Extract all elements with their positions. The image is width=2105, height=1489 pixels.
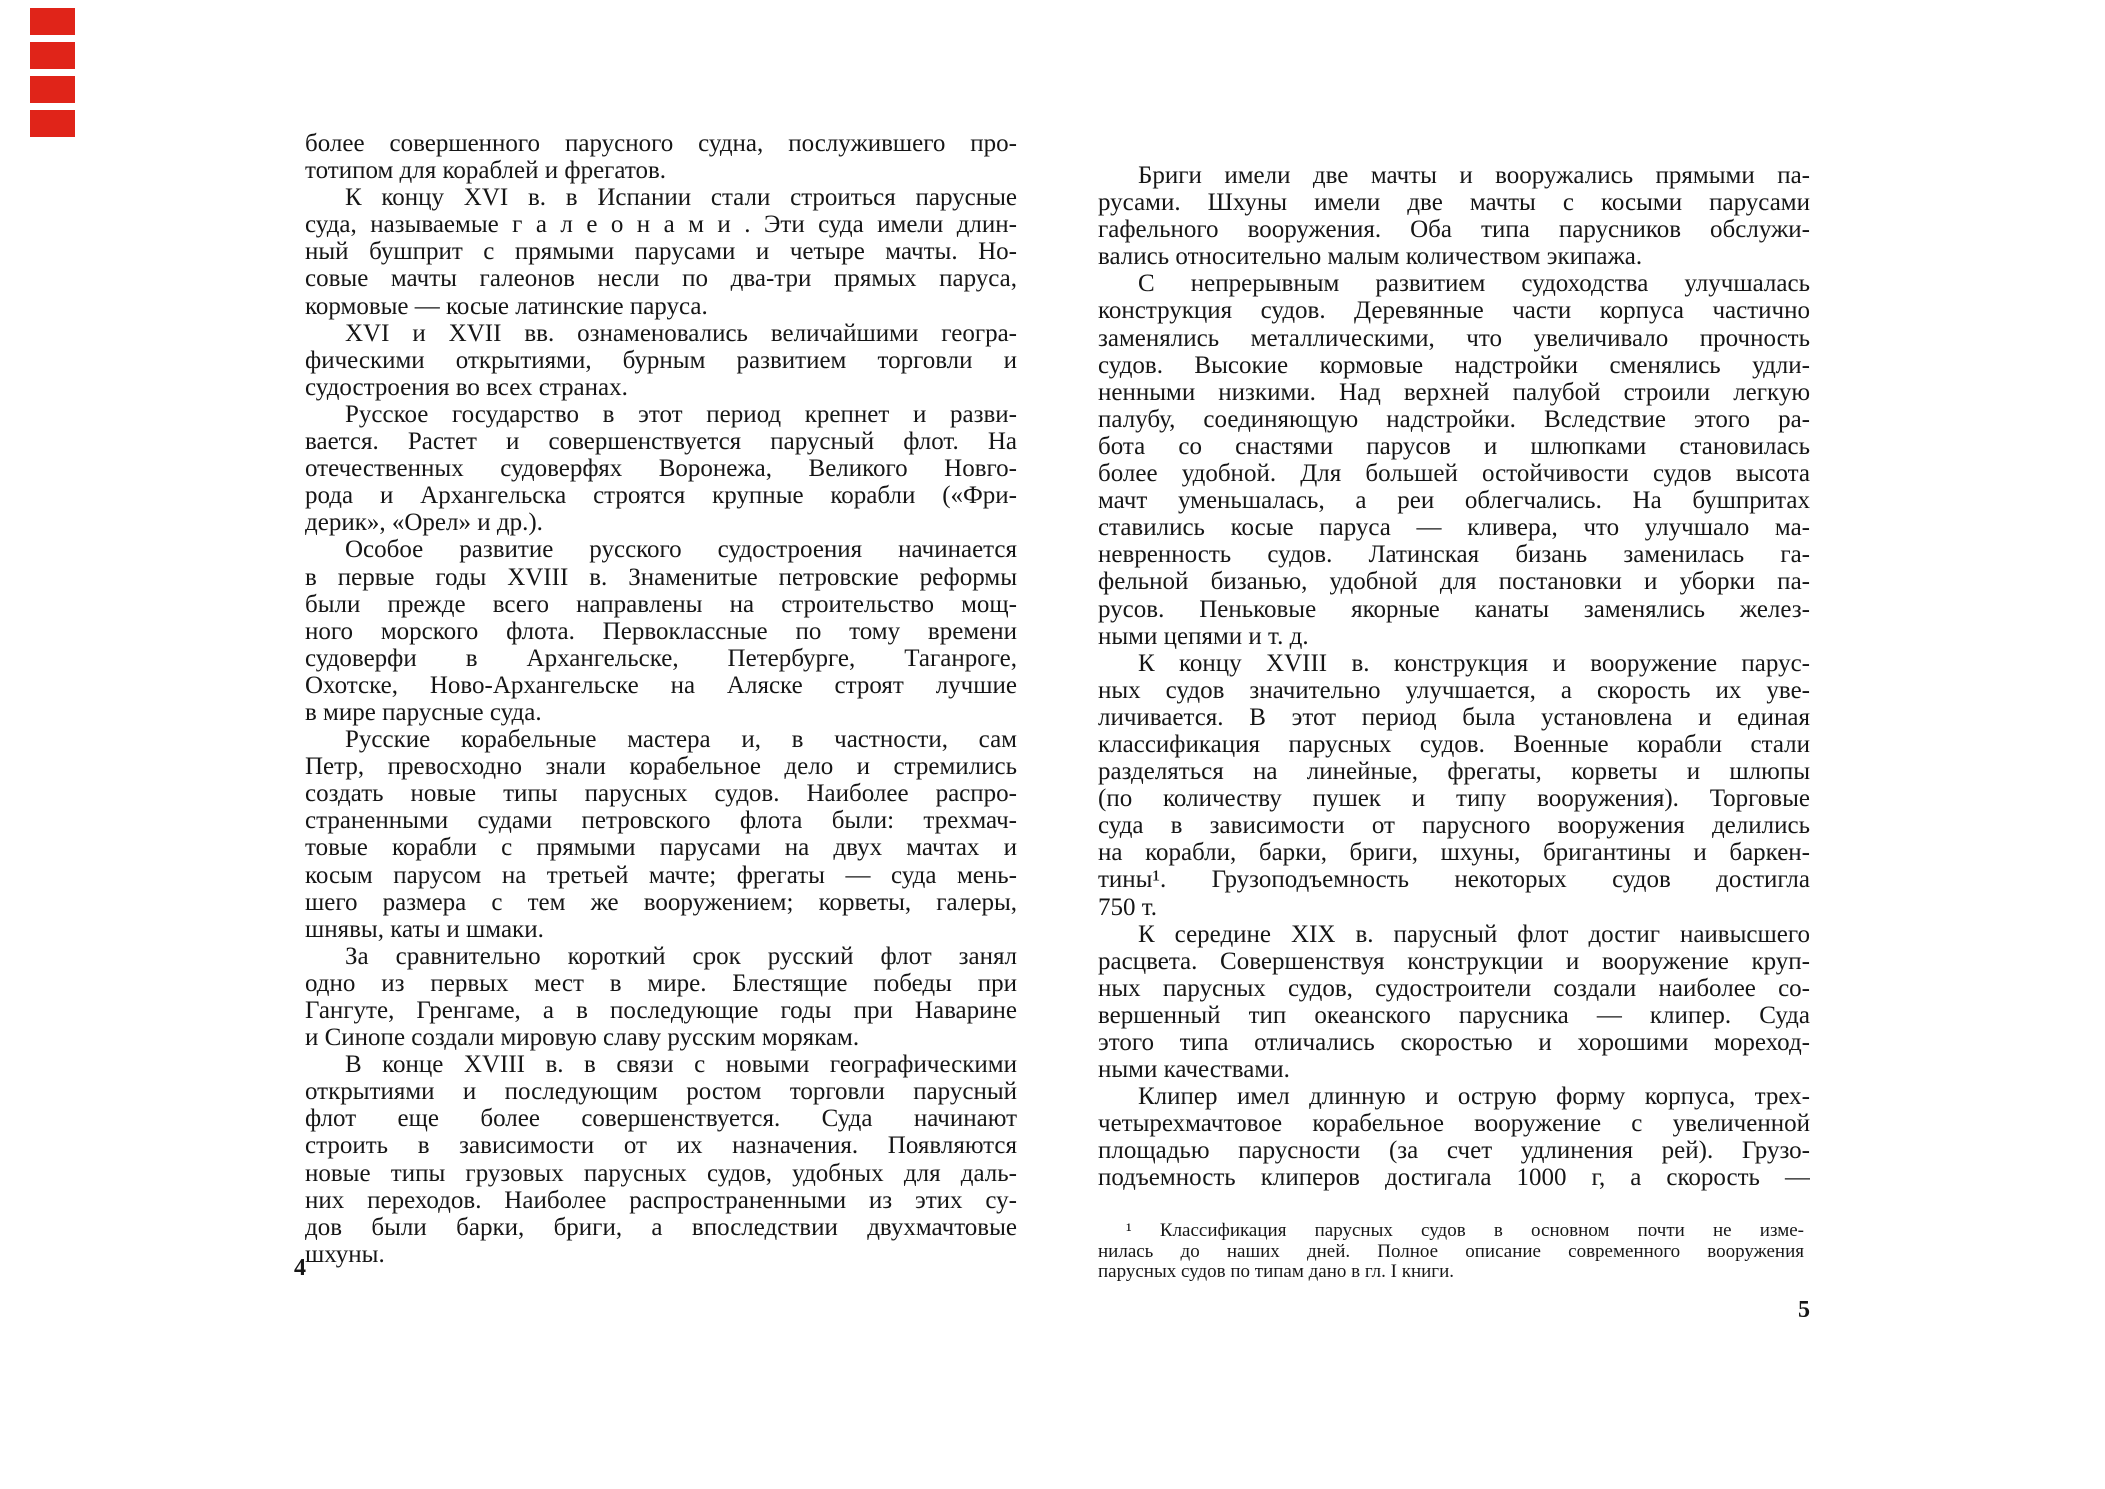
text-line: За сравнительно короткий срок русский флот занял: [345, 942, 1017, 970]
text-line: подъемность клиперов достигала 1000 г, а скорость —: [1098, 1164, 1810, 1192]
right-page-number: 5: [1798, 1297, 1810, 1323]
left-page-text-column: [305, 130, 1017, 1268]
text-line: ставились косые паруса — кливера, что улучшало ма-: [1098, 514, 1810, 542]
text-line: на корабли, барки, бриги, шхуны, бригантины и баркен-: [1098, 839, 1810, 867]
text-line: шнявы, каты и шмаки.: [305, 915, 544, 943]
text-line: ными цепями и т. д.: [1098, 622, 1309, 650]
text-line: флот еще более совершенствуется. Суда начинают: [305, 1105, 1017, 1133]
text-line: XVI и XVII вв. ознаменовались величайшими геогра-: [345, 319, 1017, 347]
text-line: вершенный тип океанского парусника — клипер. Суда: [1098, 1001, 1810, 1029]
text-line: парусных судов по типам дано в гл. I книги.: [1098, 1262, 1455, 1283]
text-line: более удобной. Для большей остойчивости судов высота: [1098, 460, 1810, 488]
text-line: невренность судов. Латинская бизань заменилась га-: [1098, 541, 1810, 569]
text-line: вается. Растет и совершенствуется парусный флот. На: [305, 428, 1017, 456]
text-line: суда в зависимости от парусного вооружения делились: [1098, 812, 1810, 840]
text-line: суда, называемые г а л е о н а м и . Эти суда имели длин-: [305, 211, 1017, 239]
text-line: и Синопе создали мировую славу русским морякам.: [305, 1024, 860, 1052]
text-line: конструкция судов. Деревянные части корпуса частично: [1098, 297, 1810, 325]
text-line: Русское государство в этот период крепнет и разви-: [345, 400, 1017, 428]
text-line: ного морского флота. Первоклассные по тому времени: [305, 617, 1017, 645]
text-line: ¹ Классификация парусных судов в основном почти не изме-: [1126, 1221, 1804, 1241]
text-line: дов были барки, бриги, а впоследствии двухмачтовые: [305, 1213, 1017, 1241]
text-line: кормовые — косые латинские паруса.: [305, 292, 708, 320]
text-line: судостроения во всех странах.: [305, 373, 628, 401]
text-line: открытиями и последующим ростом торговли парусный: [305, 1078, 1017, 1106]
text-line: шего размера с тем же вооружением; корветы, галеры,: [305, 888, 1017, 916]
text-line: более совершенного парусного судна, послужившего про-: [305, 130, 1017, 157]
text-line: тотипом для кораблей и фрегатов.: [305, 157, 667, 185]
text-line: шхуны.: [305, 1240, 385, 1268]
red-scan-mark: [30, 76, 75, 103]
text-line: ными качествами.: [1098, 1056, 1290, 1084]
red-scan-mark: [30, 110, 75, 137]
text-line: судов. Высокие кормовые надстройки сменялись удли-: [1098, 351, 1810, 379]
text-line: Русские корабельные мастера и, в частности, сам: [345, 726, 1017, 754]
text-line: мачт уменьшалась, а реи облегчались. На бушпритах: [1098, 487, 1810, 515]
text-line: нилась до наших дней. Полное описание современного вооружения: [1098, 1241, 1804, 1262]
text-line: фельной бизанью, удобной для постановки и уборки па-: [1098, 568, 1810, 596]
text-line: Гангуте, Гренгаме, а в последующие годы при Наварине: [305, 997, 1017, 1024]
text-line: строить в зависимости от их назначения. Появляются: [305, 1132, 1017, 1160]
text-line: четырехмачтовое корабельное вооружение с увеличенной: [1098, 1110, 1810, 1138]
text-line: ненными низкими. Над верхней палубой строили легкую: [1098, 378, 1810, 406]
text-line: Особое развитие русского судостроения начинается: [345, 536, 1017, 564]
text-line: палубу, соединяющую надстройки. Вследствие этого ра-: [1098, 405, 1810, 433]
footnote: [1098, 1221, 1804, 1283]
text-line: новые типы грузовых парусных судов, удобных для даль-: [305, 1159, 1017, 1187]
text-line: К концу XVIII в. конструкция и вооружение парус-: [1138, 649, 1810, 677]
text-line: (по количеству пушек и типу вооружения). Торговые: [1098, 785, 1810, 813]
scan-edge-marks: [30, 8, 75, 137]
text-line: Петр, превосходно знали корабельное дело и стремились: [305, 753, 1017, 781]
text-line: ный бушприт с прямыми парусами и четыре мачты. Но-: [305, 238, 1017, 266]
text-line: бота со снастями парусов и шлюпками становилась: [1098, 432, 1810, 460]
text-line: русами. Шхуны имели две мачты с косыми парусами: [1098, 189, 1810, 217]
red-scan-mark: [30, 42, 75, 69]
text-line: Бриги имели две мачты и вооружались прямыми па-: [1138, 162, 1810, 189]
text-line: В конце XVIII в. в связи с новыми географическими: [345, 1051, 1017, 1079]
text-line: Охотске, Ново-Архангельске на Аляске строят лучшие: [305, 671, 1017, 699]
text-line: страненными судами петровского флота были: трехмач-: [305, 807, 1017, 835]
text-line: были прежде всего направлены на строительство мощ-: [305, 590, 1017, 618]
left-page-number: 4: [294, 1255, 306, 1281]
red-scan-mark: [30, 8, 75, 35]
text-line: гафельного вооружения. Оба типа парусников обслужи-: [1098, 216, 1810, 244]
text-line: заменялись металлическими, что увеличивало прочность: [1098, 324, 1810, 352]
text-line: 750 т.: [1098, 893, 1158, 921]
text-line: дерик», «Орел» и др.).: [305, 509, 543, 537]
text-line: в мире парусные суда.: [305, 698, 542, 726]
text-line: товые корабли с прямыми парусами на двух мачтах и: [305, 834, 1017, 862]
text-line: расцвета. Совершенствуя конструкции и вооружение круп-: [1098, 947, 1810, 975]
text-line: в первые годы XVIII в. Знаменитые петровские реформы: [305, 563, 1017, 591]
text-line: фическими открытиями, бурным развитием торговли и: [305, 346, 1017, 374]
text-line: ных судов значительно улучшается, а скорость их уве-: [1098, 676, 1810, 704]
text-line: тины¹. Грузоподъемность некоторых судов достигла: [1098, 866, 1810, 894]
text-line: рода и Архангельска строятся крупные корабли («Фри-: [305, 482, 1017, 510]
text-line: площадью парусности (за счет удлинения рей). Грузо-: [1098, 1137, 1810, 1165]
text-line: косым парусом на третьей мачте; фрегаты — суда мень-: [305, 861, 1017, 889]
text-line: личивается. В этот период была установлена и единая: [1098, 703, 1810, 731]
text-line: создать новые типы парусных судов. Наиболее распро-: [305, 780, 1017, 808]
text-line: К середине XIX в. парусный флот достиг наивысшего: [1138, 920, 1810, 948]
text-line: Клипер имел длинную и острую форму корпуса, трех-: [1138, 1083, 1810, 1111]
right-page-text-column: [1098, 162, 1810, 1192]
text-line: этого типа отличались скоростью и хорошими мореход-: [1098, 1029, 1810, 1056]
text-line: судоверфи в Архангельске, Петербурге, Таганроге,: [305, 644, 1017, 672]
text-line: ных парусных судов, судостроители создали наиболее со-: [1098, 974, 1810, 1002]
text-line: них переходов. Наиболее распространенными из этих су-: [305, 1186, 1017, 1214]
text-line: одно из первых мест в мире. Блестящие победы при: [305, 969, 1017, 997]
text-line: С непрерывным развитием судоходства улучшалась: [1138, 270, 1810, 298]
text-line: классификация парусных судов. Военные корабли стали: [1098, 730, 1810, 758]
text-line: вались относительно малым количеством экипажа.: [1098, 243, 1643, 271]
text-line: совые мачты галеонов несли по два-три прямых паруса,: [305, 265, 1017, 293]
text-line: русов. Пеньковые якорные канаты заменялись желез-: [1098, 595, 1810, 623]
text-line: отечественных судоверфях Воронежа, Великого Новго-: [305, 455, 1017, 483]
text-line: К концу XVI в. в Испании стали строиться парусные: [345, 184, 1017, 212]
text-line: разделяться на линейные, фрегаты, корветы и шлюпы: [1098, 758, 1810, 786]
